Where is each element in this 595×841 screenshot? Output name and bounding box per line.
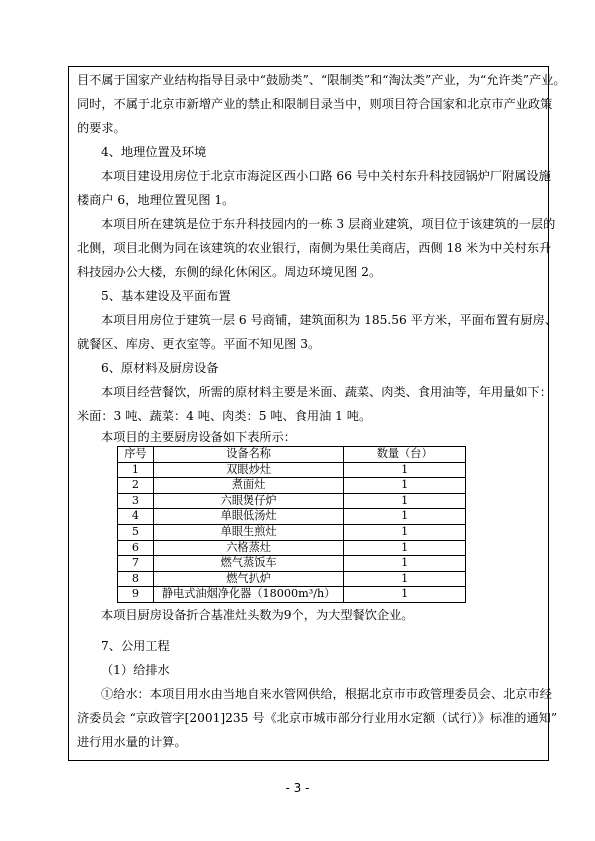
table-cell: 燃气蒸饭车 bbox=[153, 556, 344, 572]
table-cell: 单眼低汤灶 bbox=[153, 509, 344, 525]
table-cell: 8 bbox=[118, 571, 154, 587]
paragraph-line: 济委员会 “京政管字[2001]235 号《北京市城市部分行业用水定额（试行）》标准的通知” bbox=[77, 711, 558, 725]
table-row bbox=[118, 478, 466, 494]
section-heading-location: 4、地理位置及环境 bbox=[101, 145, 207, 159]
table-header-row bbox=[118, 447, 466, 463]
paragraph-line: 同时，不属于北京市新增产业的禁止和限制目录当中，则项目符合国家和北京市产业政策 bbox=[77, 97, 553, 111]
paragraph-line: 就餐区、库房、更衣室等。平面不知见图 3。 bbox=[77, 337, 321, 351]
table-cell: 5 bbox=[118, 524, 154, 540]
table-row bbox=[118, 524, 466, 540]
table-cell: 1 bbox=[344, 587, 466, 603]
paragraph-line: 科技园办公大楼，东侧的绿化休闲区。周边环境见图 2。 bbox=[77, 265, 382, 279]
column-header: 设备名称 bbox=[153, 447, 344, 463]
table-cell: 双眼炒灶 bbox=[153, 462, 344, 478]
table-cell: 1 bbox=[344, 571, 466, 587]
paragraph-line: 本项目经营餐饮，所需的原材料主要是米面、蔬菜、肉类、食用油等，年用量如下： bbox=[101, 385, 552, 399]
equipment-table bbox=[117, 446, 466, 603]
column-header: 数量（台） bbox=[344, 447, 466, 463]
table-row bbox=[118, 571, 466, 587]
table-cell: 1 bbox=[344, 462, 466, 478]
table-cell: 3 bbox=[118, 493, 154, 509]
table-cell: 1 bbox=[344, 509, 466, 525]
paragraph-line: 的要求。 bbox=[77, 121, 126, 135]
table-row bbox=[118, 509, 466, 525]
paragraph-line: 北侧，项目北侧为同在该建筑的农业银行，南侧为果仕美商店，西侧 18 米为中关村东升 bbox=[77, 241, 552, 255]
table-row bbox=[118, 556, 466, 572]
section-heading-layout: 5、基本建设及平面布置 bbox=[101, 289, 231, 303]
column-header: 序号 bbox=[118, 447, 154, 463]
table-cell: 单眼生煎灶 bbox=[153, 524, 344, 540]
table-cell: 9 bbox=[118, 587, 154, 603]
table-cell: 静电式油烟净化器（18000m³/h） bbox=[153, 587, 344, 603]
table-cell: 1 bbox=[344, 540, 466, 556]
section-heading-utilities: 7、公用工程 bbox=[101, 639, 170, 653]
table-cell: 1 bbox=[344, 524, 466, 540]
section-heading-materials: 6、原材料及厨房设备 bbox=[101, 361, 219, 375]
paragraph-line: 楼商户 6，地理位置见图 1。 bbox=[77, 193, 235, 207]
paragraph-line: ①给水：本项目用水由当地自来水管网供给，根据北京市市政管理委员会、北京市经 bbox=[101, 687, 552, 701]
table-cell: 六格蒸灶 bbox=[153, 540, 344, 556]
table-cell: 7 bbox=[118, 556, 154, 572]
paragraph-line: 本项目厨房设备折合基准灶头数为9个，为大型餐饮企业。 bbox=[101, 608, 414, 622]
paragraph-line: 目不属于国家产业结构指导目录中“鼓励类”、“限制类”和“淘汰类”产业，为“允许类”产业。 bbox=[77, 73, 566, 87]
paragraph-line: 本项目的主要厨房设备如下表所示： bbox=[101, 430, 296, 444]
paragraph-line: 进行用水量的计算。 bbox=[77, 735, 187, 749]
table-cell: 六眼煲仔炉 bbox=[153, 493, 344, 509]
table-row bbox=[118, 462, 466, 478]
table-cell: 1 bbox=[344, 493, 466, 509]
table-cell: 1 bbox=[344, 478, 466, 494]
table-cell: 2 bbox=[118, 478, 154, 494]
table-cell: 煮面灶 bbox=[153, 478, 344, 494]
page-number: - 3 - bbox=[285, 781, 310, 795]
table-row bbox=[118, 540, 466, 556]
table-cell: 1 bbox=[118, 462, 154, 478]
paragraph-line: 米面：3 吨、蔬菜：4 吨、肉类：5 吨、食用油 1 吨。 bbox=[77, 409, 372, 423]
paragraph-line: 本项目用房位于建筑一层 6 号商铺，建筑面积为 185.56 平方米，平面布置有厨房、 bbox=[101, 313, 557, 327]
table-row bbox=[118, 587, 466, 603]
table-row bbox=[118, 493, 466, 509]
table-cell: 6 bbox=[118, 540, 154, 556]
paragraph-line: 本项目建设用房位于北京市海淀区西小口路 66 号中关村东升科技园锅炉厂附属设施 bbox=[101, 169, 551, 183]
table-cell: 燃气扒炉 bbox=[153, 571, 344, 587]
subsection-heading-water: （1）给排水 bbox=[101, 663, 170, 677]
paragraph-line: 本项目所在建筑是位于东升科技园内的一栋 3 层商业建筑，项目位于该建筑的一层的 bbox=[101, 217, 556, 231]
table-cell: 1 bbox=[344, 556, 466, 572]
table-cell: 4 bbox=[118, 509, 154, 525]
